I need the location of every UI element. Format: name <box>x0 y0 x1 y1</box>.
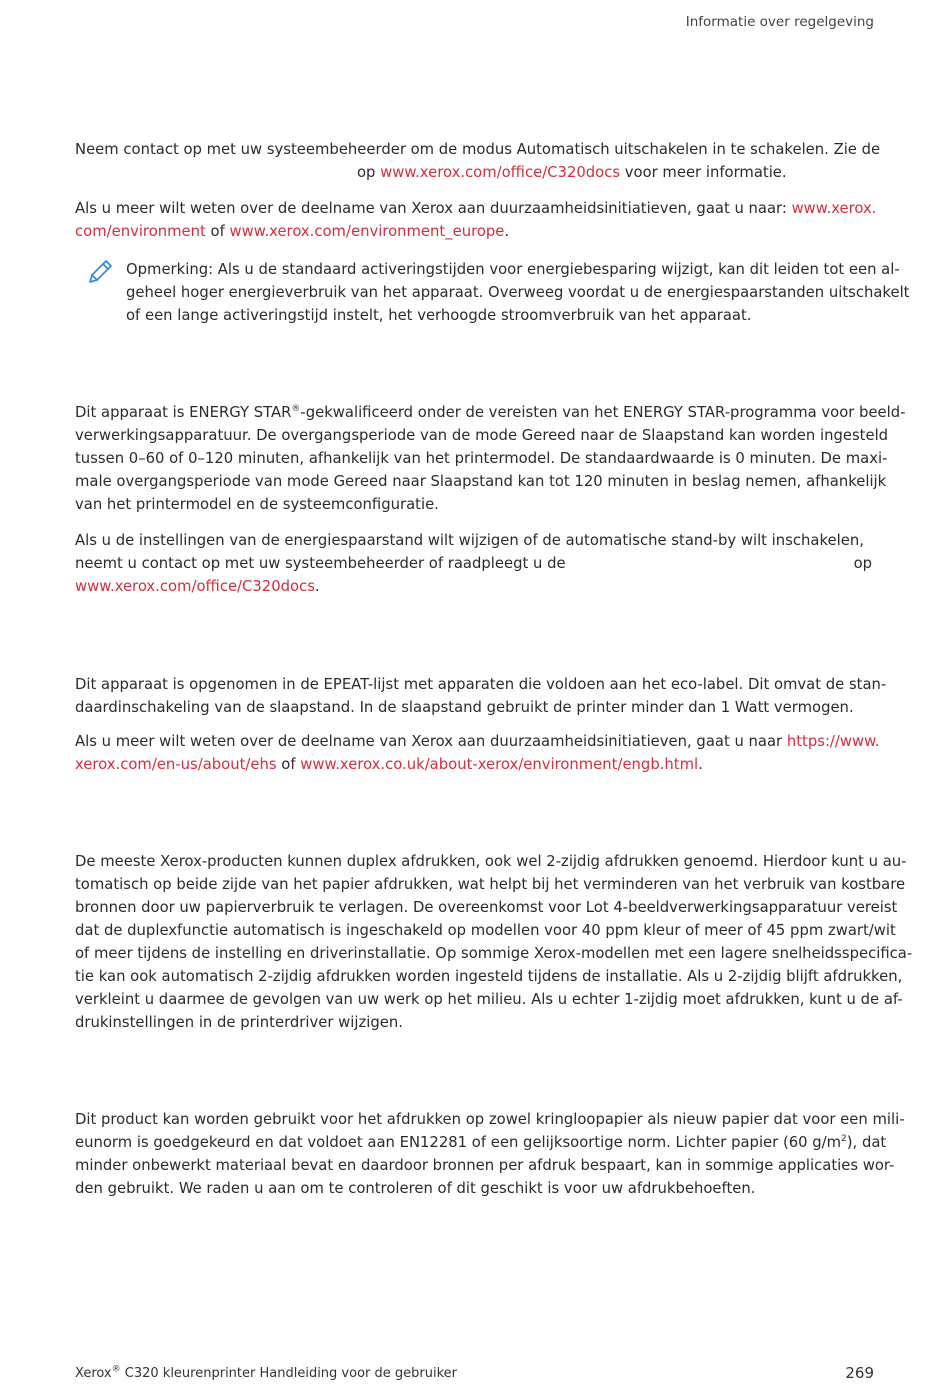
environment-link[interactable]: com/environment <box>75 223 206 240</box>
docs-link[interactable]: www.xerox.com/office/C320docs <box>75 578 315 595</box>
text-line: daardinschakeling van de slaapstand. In de slaapstand gebruikt de printer minder dan 1 Watt vermogen. <box>75 699 854 716</box>
text-fragment: Dit apparaat is ENERGY STAR <box>75 404 292 421</box>
auto-off-paragraph <box>75 138 881 184</box>
text-fragment: Xerox <box>75 1366 112 1381</box>
text-line: tomatisch op beide zijde van het papier afdrukken, wat helpt bij het verminderen van het verbruik van kostbare <box>75 876 906 893</box>
uk-environment-link[interactable]: www.xerox.co.uk/about-xerox/environment/engb.html <box>300 756 699 773</box>
page-number: 269 <box>845 1364 874 1382</box>
text-line: tie kan ook automatisch 2-zijdig afdrukken worden ingesteld tijdens de installatie. Als u 2-zijdig blijft afdrukken, <box>75 968 903 985</box>
epeat-paragraph <box>75 673 887 719</box>
text-line <box>75 161 877 184</box>
text-line <box>75 1131 887 1154</box>
text-line: Dit product kan worden gebruikt voor het afdrukken op zowel kringloopapier als nieuw papier dat voor een mili- <box>75 1111 905 1128</box>
text-fragment: Als u meer wilt weten over de deelname van Xerox aan duurzaamheidsinitiatieven, gaat u naar: <box>75 200 792 217</box>
pencil-icon <box>86 258 114 286</box>
text-fragment: ), dat <box>846 1134 887 1151</box>
text-fragment: voor meer informatie. <box>620 164 787 181</box>
text-fragment: . <box>698 756 703 773</box>
text-line: Opmerking: Als u de standaard activeringstijden voor energiebesparing wijzigt, kan dit leiden tot een al- <box>126 261 900 278</box>
ehs-link[interactable]: https://www. <box>786 733 880 750</box>
text-line <box>75 552 877 575</box>
superscript: 2 <box>841 1134 847 1145</box>
environment-europe-link[interactable]: www.xerox.com/environment_europe <box>229 223 505 240</box>
text-line <box>75 753 877 776</box>
text-line: of een lange activeringstijd instelt, het verhoogde stroomverbruik van het apparaat. <box>126 307 752 324</box>
ehs-link[interactable]: xerox.com/en-us/about/ehs <box>75 756 277 773</box>
environment-link[interactable]: www.xerox. <box>791 200 877 217</box>
paper-types-paragraph <box>75 1108 905 1200</box>
registered-mark: ® <box>111 1364 121 1375</box>
text-line: tussen 0–60 of 0–120 minuten, afhankelijk van het printermodel. De standaardwaarde is 0 minuten. De maxi- <box>75 450 888 467</box>
text-fragment: -gekwalificeerd onder de vereisten van het ENERGY STAR-programma voor beeld- <box>300 404 906 421</box>
text-fragment: of <box>276 756 301 773</box>
text-line <box>75 730 880 753</box>
text-line <box>75 575 877 598</box>
sustainability-paragraph <box>75 197 877 243</box>
text-line <box>75 220 877 243</box>
text-line: Neem contact op met uw systeembeheerder om de modus Automatisch uitschakelen in te schakelen. Zie de <box>75 141 881 158</box>
ehs-paragraph <box>75 730 880 776</box>
energy-settings-paragraph <box>75 529 877 598</box>
text-line: den gebruikt. We raden u aan om te controleren of dit geschikt is voor uw afdrukbehoeften. <box>75 1180 756 1197</box>
text-line: bronnen door uw papierverbruik te verlagen. De overeenkomst voor Lot 4-beeldverwerkingsapparatuur vereist <box>75 899 898 916</box>
running-header: Informatie over regelgeving <box>685 14 874 30</box>
text-line: minder onbewerkt materiaal bevat en daardoor bronnen per afdruk bespaart, kan in sommige applicaties wor- <box>75 1157 895 1174</box>
text-fragment: op <box>853 555 873 572</box>
footer-title <box>75 1366 457 1381</box>
text-line: Als u de instellingen van de energiespaarstand wilt wijzigen of de automatische stand-by wilt inschakelen, <box>75 532 864 549</box>
text-line: male overgangsperiode van mode Gereed naar Slaapstand kan tot 120 minuten in beslag nemen, afhankelijk <box>75 473 887 490</box>
text-line: verwerkingsapparatuur. De overgangsperiode van de mode Gereed naar de Slaapstand kan worden ingesteld <box>75 427 889 444</box>
text-line: verkleint u daarmee de gevolgen van uw werk op het milieu. Als u echter 1-zijdig moet afdrukken, kunt u de af- <box>75 991 903 1008</box>
text-line: dat de duplexfunctie automatisch is ingeschakeld op modellen voor 40 ppm kleur of meer of 45 ppm zwart/wit <box>75 922 896 939</box>
text-line: van het printermodel en de systeemconfiguratie. <box>75 496 439 513</box>
text-line: De meeste Xerox-producten kunnen duplex afdrukken, ook wel 2-zijdig afdrukken genoemd. Hierdoor kunt u au- <box>75 853 907 870</box>
text-line: of meer tijdens de instelling en driverinstallatie. Op sommige Xerox-modellen met een lagere snelheidsspecifica- <box>75 945 913 962</box>
text-line: geheel hoger energieverbruik van het apparaat. Overweeg voordat u de energiespaarstanden uitschakelt <box>126 284 910 301</box>
docs-link[interactable]: www.xerox.com/office/C320docs <box>380 164 621 181</box>
text-fragment: C320 kleurenprinter Handleiding voor de gebruiker <box>120 1366 457 1381</box>
text-fragment: Als u meer wilt weten over de deelname van Xerox aan duurzaamheidsinitiatieven, gaat u naar <box>75 733 787 750</box>
registered-mark: ® <box>291 404 301 415</box>
note-paragraph <box>126 258 910 327</box>
text-fragment: neemt u contact op met uw systeembeheerder of raadpleegt u de <box>75 555 566 572</box>
text-line: drukinstellingen in de printerdriver wijzigen. <box>75 1014 403 1031</box>
text-fragment: of <box>205 223 230 240</box>
text-line <box>75 401 906 424</box>
text-line: Dit apparaat is opgenomen in de EPEAT-lijst met apparaten die voldoen aan het eco-label. Dit omvat de stan- <box>75 676 887 693</box>
text-fragment: eunorm is goedgekeurd en dat voldoet aan EN12281 of een gelijksoortige norm. Lichter papier (60 g/m <box>75 1134 842 1151</box>
duplex-paragraph <box>75 850 913 1034</box>
energy-star-paragraph <box>75 401 906 516</box>
text-fragment: . <box>504 223 510 240</box>
text-line <box>75 197 877 220</box>
text-fragment: op <box>357 164 381 181</box>
text-fragment: . <box>314 578 320 595</box>
